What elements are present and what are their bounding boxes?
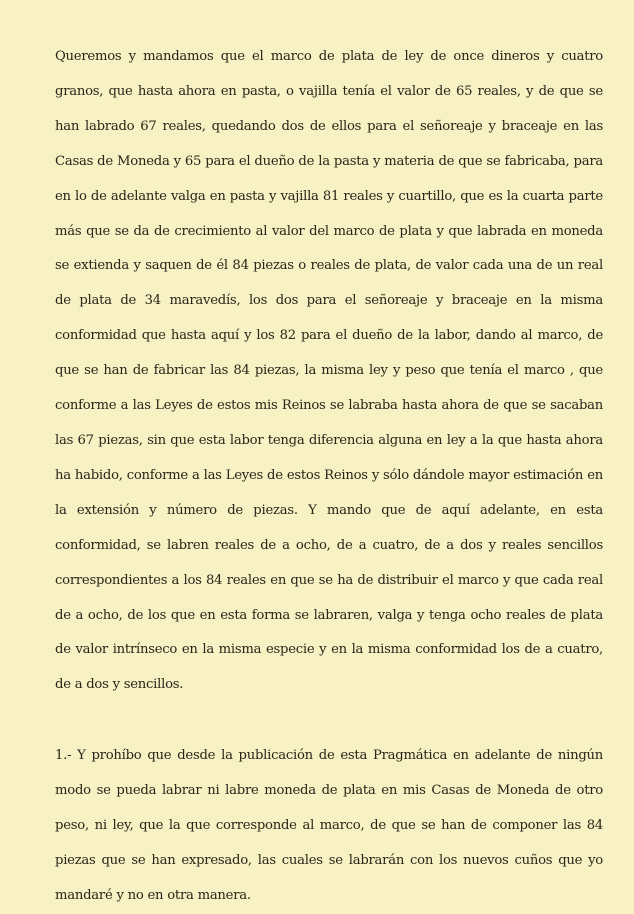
document-page xyxy=(55,40,603,914)
paragraph-decree: Queremos y mandamos que el marco de plata de ley de once dineros y cuatro granos, que hasta ahora en pasta, o vajilla tenía el valor de 65 reales, y de que se han labrado 67 reales, quedando dos de ellos para el señoreaje y braceaje en las Casas de Moneda y 65 para el dueño de la pasta y materia de que se fabricaba, para en lo de adelante valga en pasta y vajilla 81 reales y cuartillo, que es la cuarta parte más que se da de crecimiento al valor del marco de plata y que labrada en moneda se extienda y saquen de él 84 piezas o reales de plata, de valor cada una de un real de plata de 34 maravedís, los dos para el señoreaje y braceaje en la misma conformidad que hasta aquí y los 82 para el dueño de la labor, dando al marco, de que se han de fabricar las 84 piezas, la misma ley y peso que tenía el marco , que conforme a las Leyes de estos mis Reinos se labraba hasta ahora de que se sacaban las 67 piezas, sin que esta labor tenga diferencia alguna en ley a la que hasta ahora ha habido, conforme a las Leyes de estos Reinos y sólo dándole mayor estimación en la extensión y número de piezas. Y mando que de aquí adelante, en esta conformidad, se labren reales de a ocho, de a cuatro, de a dos y reales sencillos correspondientes a los 84 reales en que se ha de distribuir el marco y que cada real de a ocho, de los que en esta forma se labraren, valga y tenga ocho reales de plata de valor intrínseco en la misma especie y en la misma conformidad los de a cuatro, de a dos y sencillos. xyxy=(55,49,603,693)
paragraph-article-1: 1.- Y prohíbo que desde la publicación de esta Pragmática en adelante de ningún modo se pueda labrar ni labre moneda de plata en mis Casas de Moneda de otro peso, ni ley, que la que corresponde al marco, de que se han de componer las 84 piezas que se han expresado, las cuales se labrarán con los nuevos cuños que yo mandaré y no en otra manera. xyxy=(55,748,603,903)
